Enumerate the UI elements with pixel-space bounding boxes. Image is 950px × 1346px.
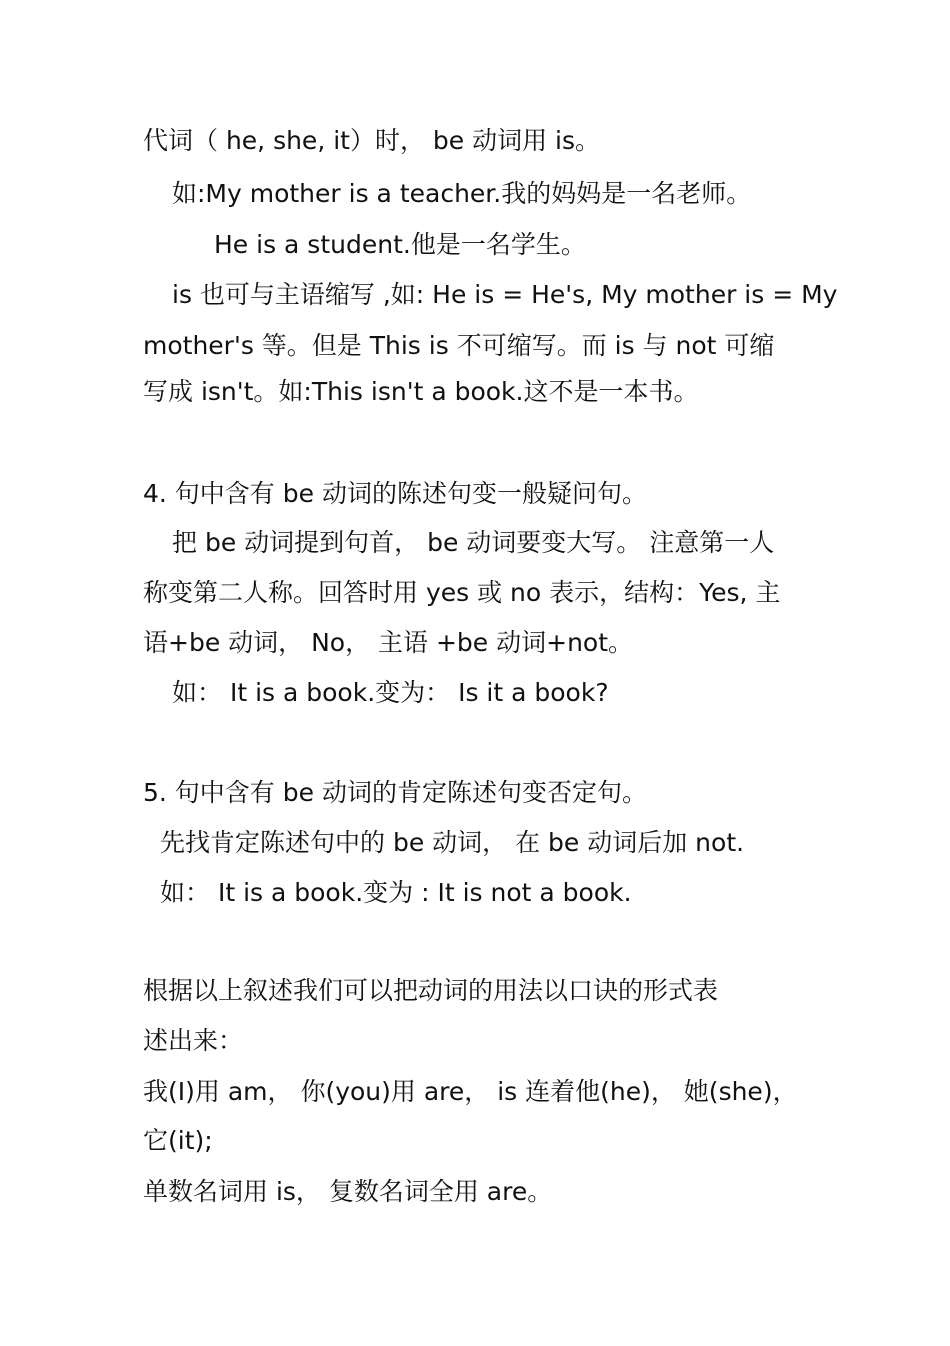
text-line-4: is 也可与主语缩写 ,如: He is = He's, My mother is = My (172, 280, 838, 309)
text-line-14: 如： It is a book.变为 : It is not a book. (160, 878, 632, 907)
text-line-1: 代词（ he, she, it）时， be 动词用 is。 (143, 126, 601, 155)
text-line-18: 它(it); (143, 1126, 213, 1155)
text-line-11: 如： It is a book.变为： Is it a book? (172, 678, 609, 707)
text-line-6: 写成 isn't。如:This isn't a book.这不是一本书。 (143, 377, 699, 406)
text-line-3: He is a student.他是一名学生。 (214, 230, 586, 259)
text-line-17: 我(I)用 am， 你(you)用 are， is 连着他(he)， 她(she)， (143, 1077, 798, 1106)
text-line-15: 根据以上叙述我们可以把动词的用法以口诀的形式表 (143, 976, 719, 1005)
text-line-2: 如:My mother is a teacher.我的妈妈是一名老师。 (172, 179, 752, 208)
text-line-19: 单数名词用 is， 复数名词全用 are。 (143, 1177, 553, 1206)
text-line-9: 称变第二人称。回答时用 yes 或 no 表示，结构：Yes, 主 (143, 578, 781, 607)
heading-5: 5. 句中含有 be 动词的肯定陈述句变否定句。 (143, 778, 647, 807)
text-line-13: 先找肯定陈述句中的 be 动词， 在 be 动词后加 not. (160, 828, 745, 857)
text-line-8: 把 be 动词提到句首， be 动词要变大写。 注意第一人 (172, 528, 775, 557)
text-line-10: 语+be 动词， No， 主语 +be 动词+not。 (143, 628, 634, 657)
heading-4: 4. 句中含有 be 动词的陈述句变一般疑问句。 (143, 479, 647, 508)
text-line-16: 述出来： (143, 1026, 244, 1055)
text-line-5: mother's 等。但是 This is 不可缩写。而 is 与 not 可缩 (143, 331, 775, 360)
